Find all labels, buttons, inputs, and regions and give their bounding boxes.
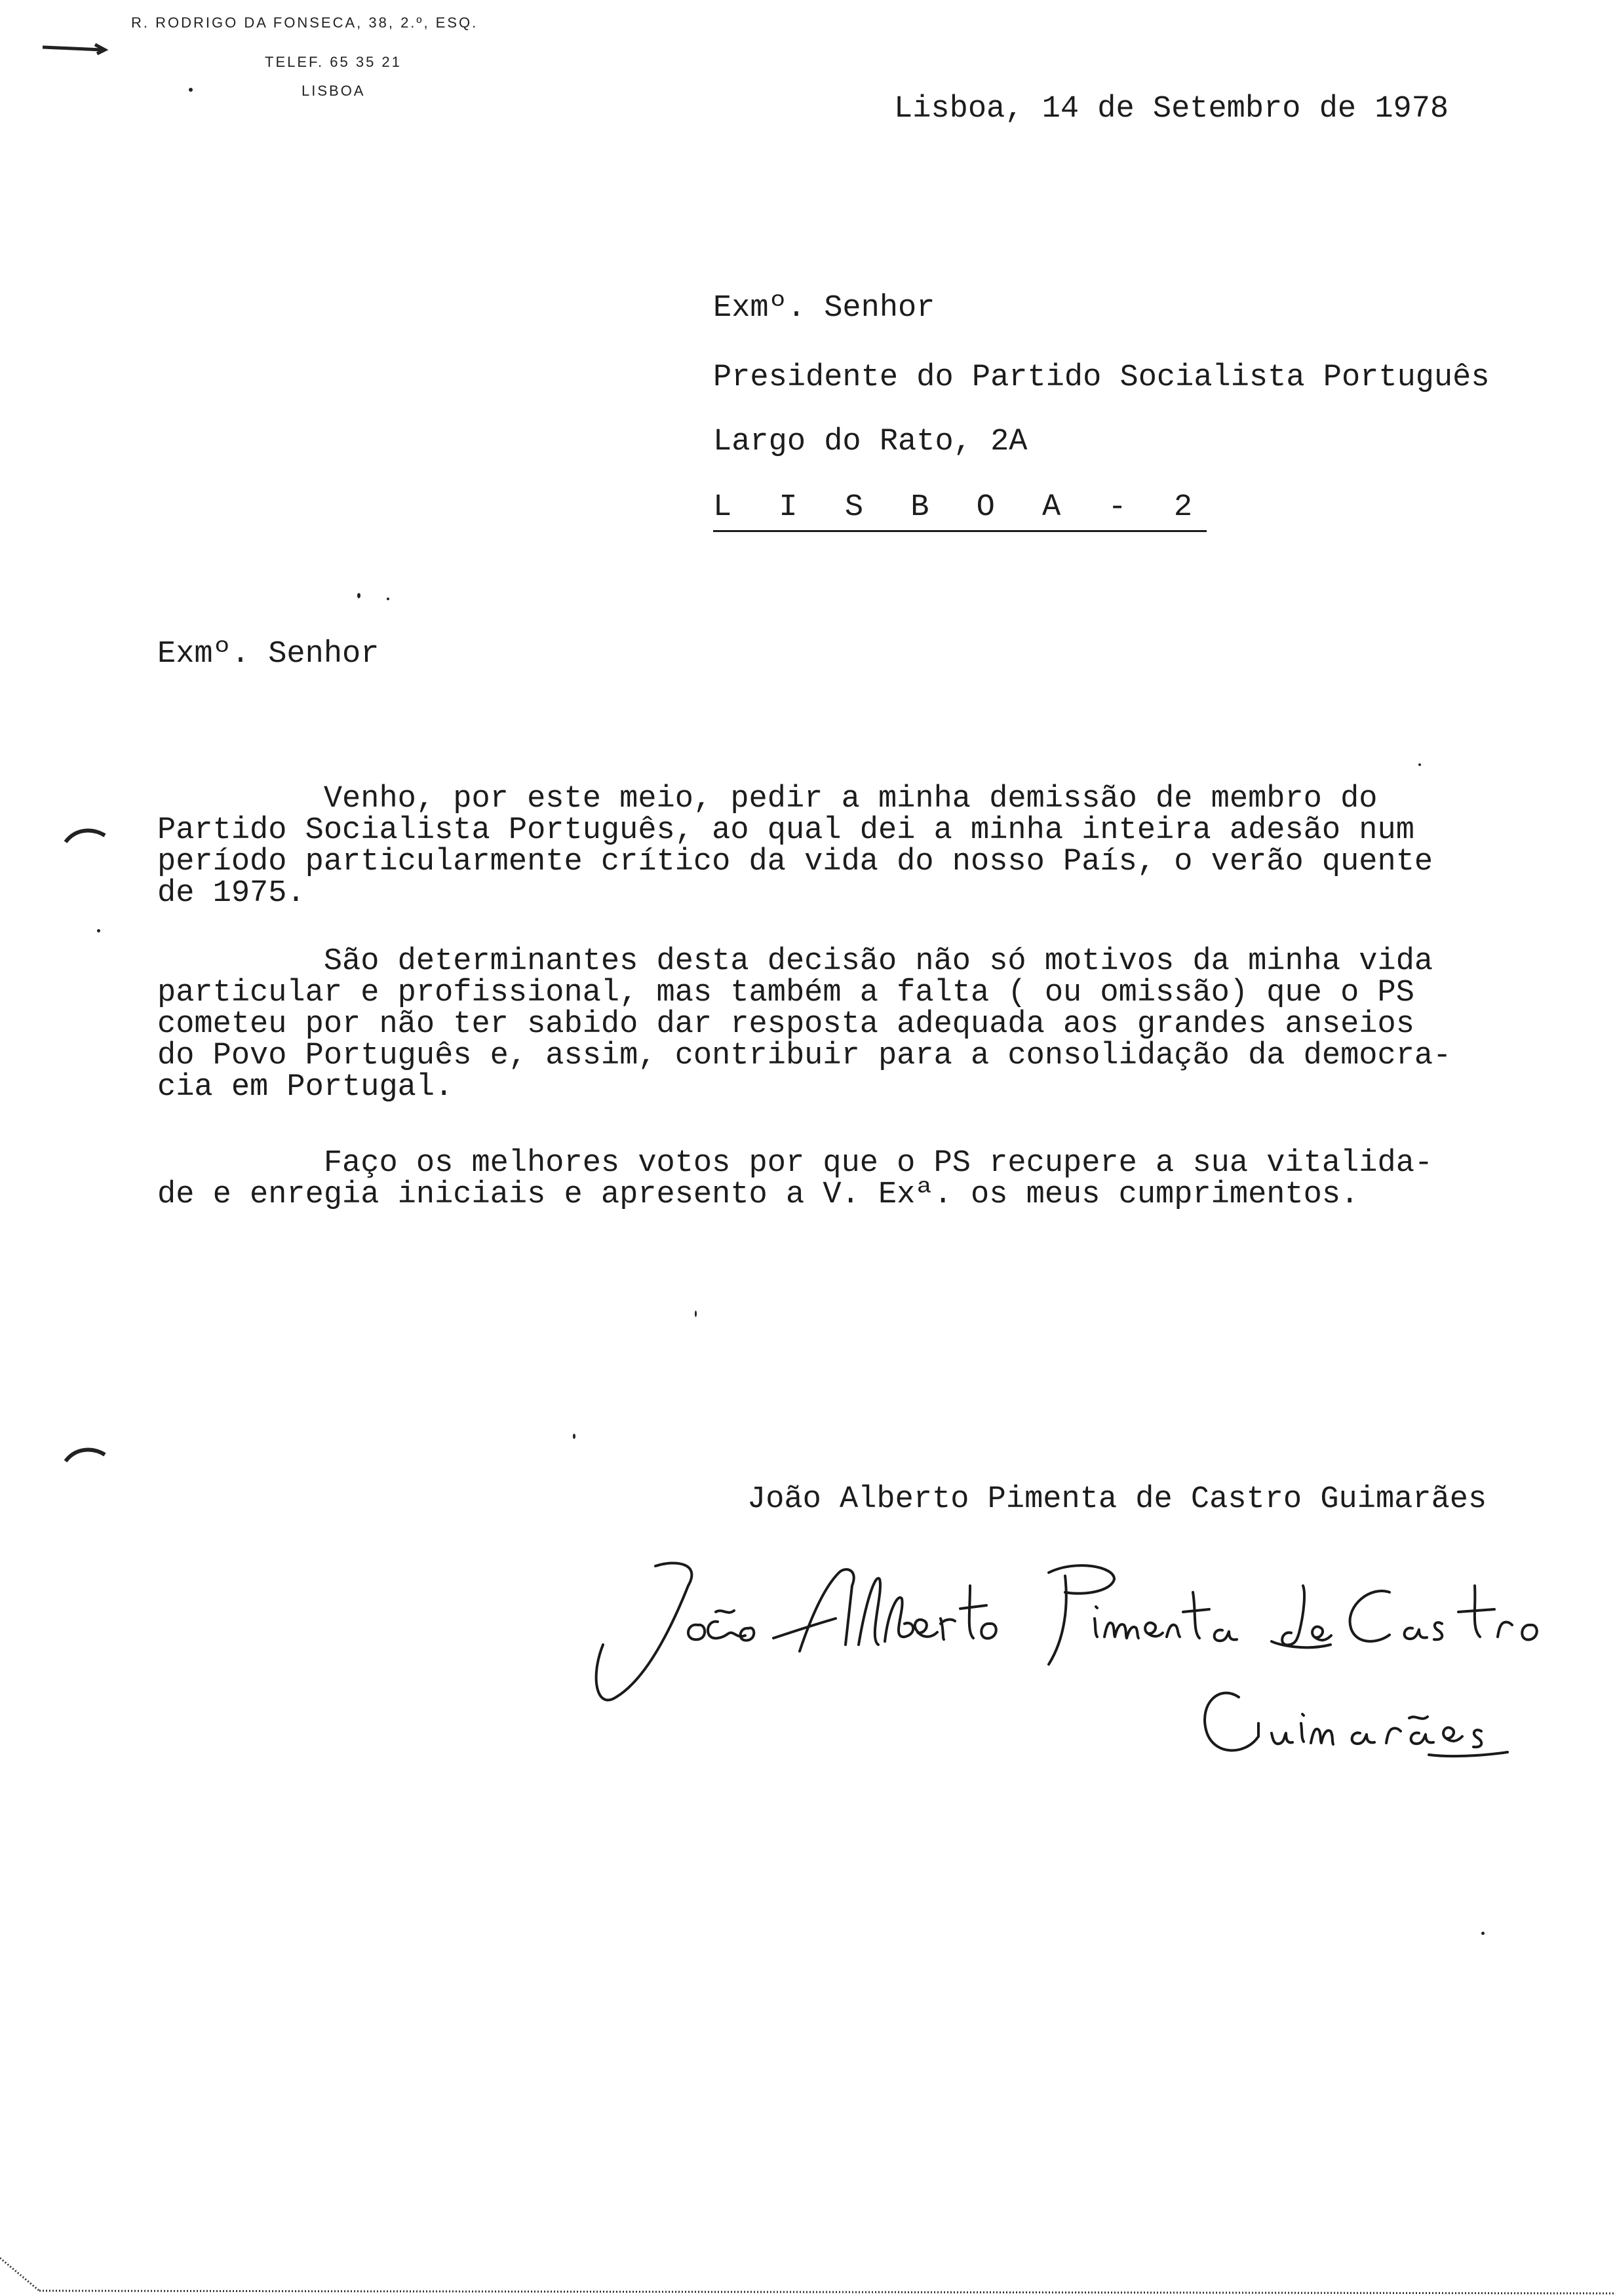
signer-name: João Alberto Pimenta de Castro Guimarães (747, 1482, 1487, 1517)
body-paragraph-3: Faço os melhores votos por que o PS recupere a sua vitalida- de e enregia iniciais e apresento a V. Exª. os meus cumprimentos. (157, 1146, 1433, 1212)
scan-speck (387, 598, 389, 600)
recipient-salutation: Exmº. Senhor (713, 291, 935, 326)
scan-speck (695, 1311, 697, 1317)
scan-speck (357, 593, 360, 598)
scan-speck (97, 929, 100, 932)
handwritten-signature (577, 1546, 1599, 1795)
letterhead-address: R. RODRIGO DA FONSECA, 38, 2.º, ESQ. (131, 14, 478, 31)
letter-salutation: Exmº. Senhor (157, 637, 379, 672)
letterhead-city: LISBOA (302, 83, 366, 99)
scan-speck (189, 88, 193, 92)
date-line: Lisboa, 14 de Setembro de 1978 (894, 92, 1449, 126)
scan-mark-top-left (39, 39, 111, 59)
body-paragraph-2: São determinantes desta decisão não só motivos da minha vida particular e profissional, mas também a falta ( ou omissão) que o PS cometeu por não ter sabido dar resposta adequada aos grandes anseios do Povo Português e, assim, contribuir para a consolidação da democra- cia em Portugal. (157, 944, 1452, 1105)
recipient-title: Presidente do Partido Socialista Português (713, 360, 1490, 395)
recipient-city: L I S B O A - 2 (713, 490, 1207, 532)
scan-speck (573, 1434, 575, 1439)
recipient-street: Largo do Rato, 2A (713, 425, 1028, 459)
punch-mark-upper (62, 822, 108, 849)
scan-speck (1481, 1932, 1485, 1935)
bottom-edge-line (0, 2254, 1615, 2296)
scan-speck (1418, 763, 1421, 766)
body-paragraph-1: Venho, por este meio, pedir a minha demissão de membro do Partido Socialista Português, ao qual dei a minha inteira adesão num período particularmente crítico da vida do nosso País, o verão quente de 1975. (157, 782, 1433, 911)
punch-mark-lower (62, 1442, 108, 1468)
letterhead-phone: TELEF. 65 35 21 (265, 54, 402, 70)
